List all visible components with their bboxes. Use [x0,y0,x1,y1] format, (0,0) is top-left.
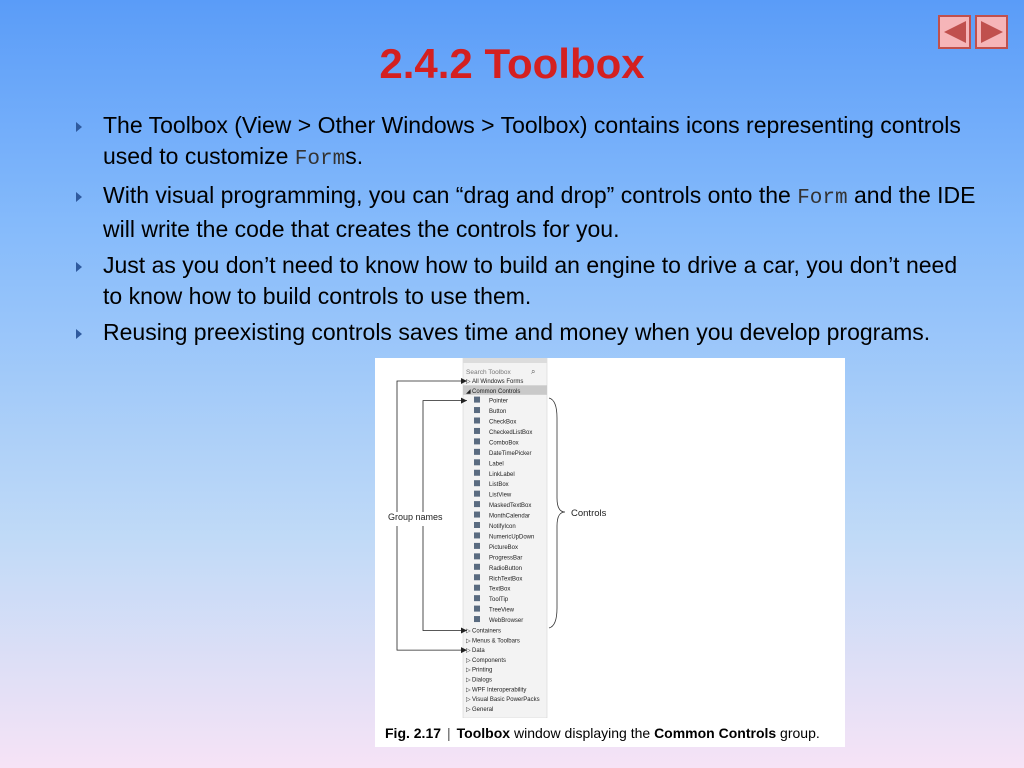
toolbox-control: Label [489,461,504,468]
control-icon [474,564,480,570]
bullet-item [76,110,976,175]
bullet-code: Form [294,148,346,171]
toolbox-control: ListBox [489,482,509,489]
control-icon [474,543,480,549]
toolbox-titlebar [463,358,547,363]
control-icon [474,574,480,580]
bullet-text: Reusing preexisting controls saves time and money when you develop programs. [103,319,931,345]
group-expander-icon: ▷ [466,667,471,674]
toolbox-group: Common Controls [472,388,521,395]
toolbox-group: Visual Basic PowerPacks [472,697,540,704]
bullet-code: Form [797,187,848,210]
toolbox-group: General [472,706,494,713]
slide-title: 2.4.2 Toolbox [379,40,645,87]
toolbox-control: ToolTip [489,597,509,604]
bullet-arrow-icon [76,329,82,339]
toolbox-control: NumericUpDown [489,534,535,541]
group-expander-icon: ◢ [466,388,471,395]
toolbox-group: Printing [472,667,493,674]
toolbox-control: TreeView [489,607,515,614]
group-expander-icon: ▷ [466,638,471,645]
bullet-list [76,110,976,353]
control-icon [474,616,480,622]
control-icon [474,459,480,465]
group-expander-icon: ▷ [466,706,471,713]
toolbox-control: TextBox [489,586,511,593]
group-expander-icon: ▷ [466,697,471,704]
caption-group-name: Common Controls [654,725,777,741]
toolbox-group: Components [472,657,507,664]
control-icon [474,418,480,424]
control-icon [474,397,480,403]
toolbox-group: Data [472,648,485,655]
toolbox-control: ListView [489,492,512,499]
control-icon [474,606,480,612]
toolbox-group: Menus & Toolbars [472,638,520,645]
toolbox-control: RichTextBox [489,576,523,583]
figure-caption [385,725,820,741]
toolbox-control: MonthCalendar [489,513,531,520]
bullet-arrow-icon [76,122,82,132]
toolbox-control: Button [489,409,507,416]
bullet-item [76,180,976,245]
group-expander-icon: ▷ [466,648,471,655]
bullet-text: With visual programming, you can “drag and drop” controls onto the [103,182,798,208]
caption-separator: | [447,725,451,741]
bullet-item [76,250,976,312]
caption-text-end: group. [776,725,820,741]
toolbox-control: DateTimePicker [489,450,532,457]
callout-line [423,401,467,512]
magnifier-icon: ⌕ [531,367,536,376]
group-expander-icon: ▷ [466,657,471,664]
control-icon [474,532,480,538]
bullet-arrow-icon [76,262,82,272]
control-icon [474,449,480,455]
control-icon [474,595,480,601]
caption-figure-number: Fig. 2.17 [385,725,442,741]
callout-line [397,526,467,650]
toolbox-control: Pointer [489,398,509,405]
toolbox-control: ComboBox [489,440,519,447]
toolbox-control: LinkLabel [489,471,515,478]
toolbox-control: CheckBox [489,419,517,426]
control-icon [474,428,480,434]
caption-window-name: Toolbox [456,725,511,741]
group-expander-icon: ▷ [466,628,471,635]
group-expander-icon: ▷ [466,687,471,694]
toolbox-group: WPF Interoperability [472,687,527,694]
control-icon [474,522,480,528]
group-expander-icon: ▷ [466,677,471,684]
toolbox-control: WebBrowser [489,618,524,625]
toolbox-group: Dialogs [472,677,493,684]
controls-brace [549,398,565,628]
toolbox-control: MaskedTextBox [489,503,532,510]
control-icon [474,438,480,444]
toolbox-control: ProgressBar [489,555,523,562]
control-icon [474,512,480,518]
bullet-text-end: s. [345,143,364,169]
toolbox-control: CheckedListBox [489,429,533,436]
group-names-label: Group names [388,512,443,522]
toolbox-control: RadioButton [489,565,523,572]
toolbox-screenshot [375,358,845,718]
toolbox-control: PictureBox [489,544,519,551]
toolbox-group: Containers [472,628,502,635]
control-icon [474,501,480,507]
toolbox-group: All Windows Forms [472,379,524,385]
toolbox-control: NotifyIcon [489,524,516,530]
bullet-text: The Toolbox (View > Other Windows > Toolbox) contains icons representing controls used to customize [103,112,961,169]
caption-text: window displaying the [510,725,655,741]
controls-label: Controls [571,508,607,519]
bullet-text: Just as you don’t need to know how to build an engine to drive a car, you don’t need to know how to build controls to use them. [103,252,958,309]
control-icon [474,407,480,413]
control-icon [474,470,480,476]
control-icon [474,553,480,559]
group-expander-icon: ▷ [466,379,471,385]
bullet-text-end: and the IDE will write the code that creates the controls for you. [103,182,976,242]
control-icon [474,480,480,486]
control-icon [474,585,480,591]
control-icon [474,491,480,497]
toolbox-figure [375,358,845,747]
bullet-item [76,317,976,348]
bullet-arrow-icon [76,192,82,202]
search-input: Search Toolbox [466,369,511,376]
callout-line [423,526,467,631]
